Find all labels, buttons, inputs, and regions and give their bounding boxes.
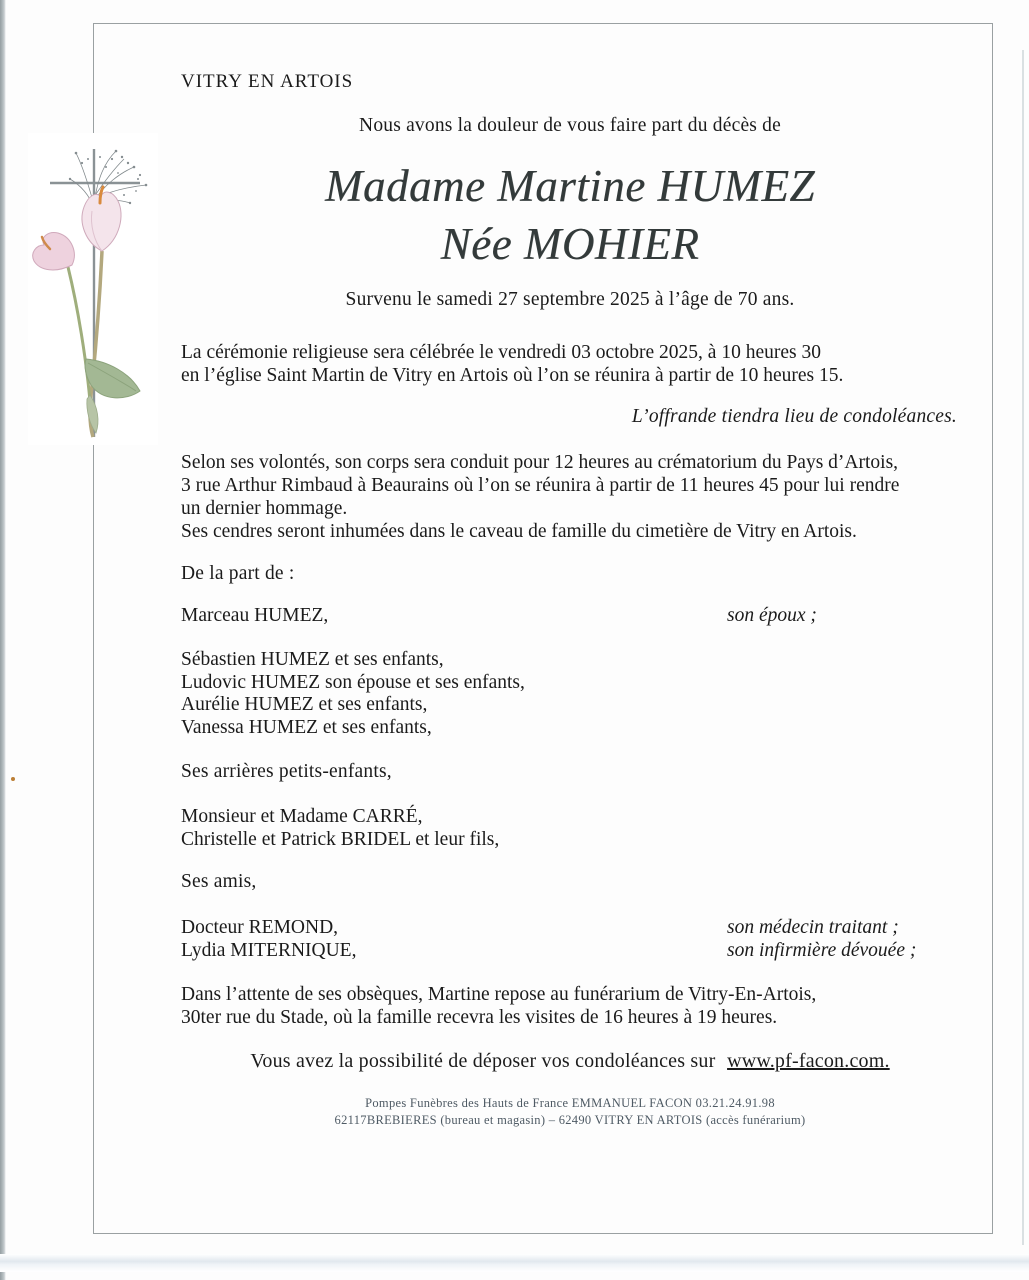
scan-edge-right bbox=[1022, 50, 1024, 1245]
cremation-line-1: Selon ses volontés, son corps sera conduit pour 12 heures au crématorium du Pays d’Artois, bbox=[181, 452, 899, 473]
condolences-website-link: www.pf-facon.com. bbox=[727, 1050, 890, 1072]
condolences-text: Vous avez la possibilité de déposer vos condoléances sur bbox=[250, 1050, 716, 1072]
caregiver-row bbox=[181, 940, 959, 962]
child-line: Vanessa HUMEZ et ses enfants, bbox=[181, 716, 432, 738]
child-line: Sébastien HUMEZ et ses enfants, bbox=[181, 649, 444, 670]
visitation-line-2: 30ter rue du Stade, où la famille recevra les visites de 16 heures à 19 heures. bbox=[181, 1006, 778, 1028]
cremation-line-4: Ses cendres seront inhumées dans le caveau de famille du cimetière de Vitry en Artois. bbox=[181, 521, 857, 542]
footer-line-1: Pompes Funèbres des Hauts de France EMMANUEL FACON 03.21.24.91.98 bbox=[365, 1096, 775, 1110]
relative-line: Christelle et Patrick BRIDEL et leur fils, bbox=[181, 829, 500, 850]
deceased-name: Madame Martine HUMEZ bbox=[325, 161, 815, 211]
ceremony-line-2: en l’église Saint Martin de Vitry en Artois où l’on se réunira à partir de 10 heures 15. bbox=[181, 365, 844, 386]
death-date-line: Survenu le samedi 27 septembre 2025 à l’âge de 70 ans. bbox=[345, 289, 795, 310]
intro-line: Nous avons la douleur de vous faire part du décès de bbox=[359, 115, 781, 136]
ceremony-paragraph bbox=[181, 341, 843, 387]
maiden-name: Née MOHIER bbox=[440, 219, 700, 269]
cremation-line-2: 3 rue Arthur Rimbaud à Beaurains où l’on se réunira à partir de 11 heures 45 pour lui rendre bbox=[181, 475, 900, 496]
children-list bbox=[181, 649, 525, 739]
caregiver-role: son médecin traitant ; bbox=[727, 917, 899, 938]
spouse-role: son époux ; bbox=[727, 605, 817, 626]
child-line: Ludovic HUMEZ son épouse et ses enfants, bbox=[181, 671, 525, 693]
visitation-line-1: Dans l’attente de ses obsèques, Martine repose au funérarium de Vitry-En-Artois, bbox=[181, 984, 817, 1005]
relative-line: Monsieur et Madame CARRÉ, bbox=[181, 806, 423, 827]
great-grandchildren-line: Ses arrières petits-enfants, bbox=[181, 761, 392, 782]
spouse-name: Marceau HUMEZ, bbox=[181, 605, 329, 626]
scan-edge-left bbox=[0, 0, 6, 1280]
town-name: VITRY EN ARTOIS bbox=[181, 71, 354, 92]
spouse-row bbox=[181, 605, 959, 627]
relatives-list bbox=[181, 805, 499, 851]
scan-speck bbox=[11, 777, 15, 781]
calla-lily-cross-illustration bbox=[28, 133, 158, 445]
caregiver-name: Docteur REMOND, bbox=[181, 917, 339, 938]
notice-content bbox=[181, 0, 959, 1280]
cremation-line-3: un dernier hommage. bbox=[181, 498, 348, 519]
visitation-paragraph bbox=[181, 984, 816, 1029]
child-line: Aurélie HUMEZ et ses enfants, bbox=[181, 694, 428, 715]
friends-line: Ses amis, bbox=[181, 871, 257, 892]
footer-line-2: 62117BREBIERES (bureau et magasin) – 62490 VITRY EN ARTOIS (accès funérarium) bbox=[334, 1113, 806, 1127]
offering-note: L’offrande tiendra lieu de condoléances. bbox=[631, 406, 957, 427]
funeral-home-footer bbox=[181, 1095, 959, 1129]
caregiver-name: Lydia MITERNIQUE, bbox=[181, 940, 357, 961]
from-label: De la part de : bbox=[181, 563, 295, 584]
condolences-line bbox=[181, 1050, 959, 1073]
ceremony-line-1: La cérémonie religieuse sera célébrée le vendredi 03 octobre 2025, à 10 heures 30 bbox=[181, 342, 821, 363]
caregiver-row bbox=[181, 917, 959, 939]
caregiver-role: son infirmière dévouée ; bbox=[727, 940, 917, 961]
cremation-paragraph bbox=[181, 451, 899, 543]
